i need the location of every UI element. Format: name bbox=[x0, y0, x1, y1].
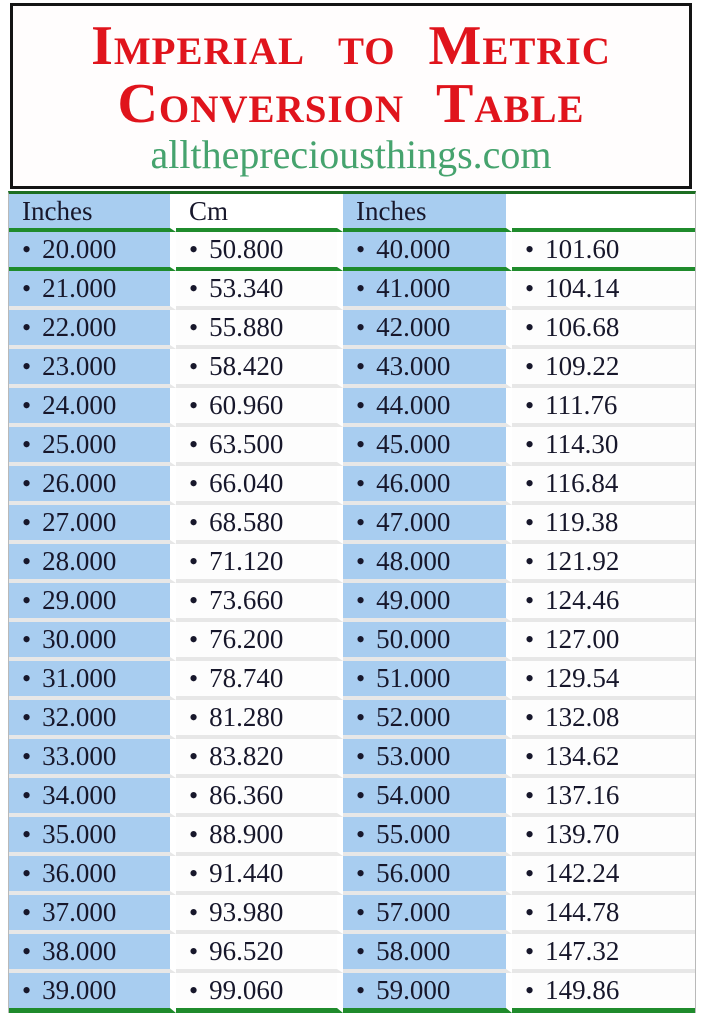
table-cell bbox=[9, 232, 176, 271]
table-cell bbox=[9, 856, 176, 895]
cell-value: 25.000 bbox=[42, 429, 117, 459]
bullet-icon: • bbox=[525, 742, 535, 771]
bullet-icon: • bbox=[356, 898, 366, 927]
table-cell bbox=[343, 739, 512, 778]
cell-value: 45.000 bbox=[376, 429, 451, 459]
column-header-row bbox=[9, 194, 695, 232]
table-cell bbox=[512, 973, 695, 1013]
bullet-icon: • bbox=[22, 703, 32, 732]
cell-value: 88.900 bbox=[209, 819, 284, 849]
table-cell bbox=[9, 739, 176, 778]
bullet-icon: • bbox=[189, 430, 199, 459]
bullet-icon: • bbox=[189, 508, 199, 537]
bullet-icon: • bbox=[189, 703, 199, 732]
table-cell bbox=[176, 739, 343, 778]
table-row bbox=[9, 934, 695, 973]
header-box bbox=[10, 3, 692, 189]
cell-value: 20.000 bbox=[42, 234, 117, 264]
table-cell bbox=[343, 934, 512, 973]
bullet-icon: • bbox=[356, 937, 366, 966]
bullet-icon: • bbox=[189, 781, 199, 810]
table-cell bbox=[176, 310, 343, 349]
cell-value: 63.500 bbox=[209, 429, 284, 459]
cell-value: 58.000 bbox=[376, 936, 451, 966]
table-cell bbox=[9, 505, 176, 544]
cell-value: 38.000 bbox=[42, 936, 117, 966]
table-cell bbox=[176, 856, 343, 895]
page-title-line2: Conversion Table bbox=[117, 73, 585, 135]
table-cell bbox=[176, 349, 343, 388]
bullet-icon: • bbox=[525, 352, 535, 381]
bullet-icon: • bbox=[356, 976, 366, 1005]
bullet-icon: • bbox=[22, 781, 32, 810]
table-cell bbox=[343, 271, 512, 310]
cell-value: 134.62 bbox=[545, 741, 620, 771]
table-cell bbox=[9, 622, 176, 661]
bullet-icon: • bbox=[356, 781, 366, 810]
cell-value: 54.000 bbox=[376, 780, 451, 810]
bullet-icon: • bbox=[189, 898, 199, 927]
table-cell bbox=[512, 817, 695, 856]
bullet-icon: • bbox=[356, 664, 366, 693]
website-text: allthepreciousthings.com bbox=[150, 132, 552, 178]
cell-value: 56.000 bbox=[376, 858, 451, 888]
table-cell bbox=[512, 466, 695, 505]
table-cell bbox=[176, 895, 343, 934]
table-cell bbox=[9, 310, 176, 349]
bullet-icon: • bbox=[356, 235, 366, 264]
table-row bbox=[9, 427, 695, 466]
table-cell bbox=[343, 817, 512, 856]
bullet-icon: • bbox=[189, 937, 199, 966]
bullet-icon: • bbox=[356, 703, 366, 732]
table-cell bbox=[512, 661, 695, 700]
bullet-icon: • bbox=[356, 547, 366, 576]
bullet-icon: • bbox=[525, 508, 535, 537]
cell-value: 21.000 bbox=[42, 273, 117, 303]
table-row bbox=[9, 739, 695, 778]
table-cell bbox=[343, 427, 512, 466]
table-cell bbox=[9, 817, 176, 856]
cell-value: 37.000 bbox=[42, 897, 117, 927]
cell-value: 124.46 bbox=[545, 585, 620, 615]
cell-value: 42.000 bbox=[376, 312, 451, 342]
cell-value: 93.980 bbox=[209, 897, 284, 927]
cell-value: 31.000 bbox=[42, 663, 117, 693]
bullet-icon: • bbox=[356, 274, 366, 303]
bullet-icon: • bbox=[525, 391, 535, 420]
bullet-icon: • bbox=[525, 703, 535, 732]
cell-value: 24.000 bbox=[42, 390, 117, 420]
cell-value: 50.800 bbox=[209, 234, 284, 264]
bullet-icon: • bbox=[525, 937, 535, 966]
bullet-icon: • bbox=[189, 274, 199, 303]
table-cell bbox=[512, 778, 695, 817]
cell-value: 26.000 bbox=[42, 468, 117, 498]
table-cell bbox=[343, 232, 512, 271]
bullet-icon: • bbox=[22, 508, 32, 537]
bullet-icon: • bbox=[525, 313, 535, 342]
cell-value: 40.000 bbox=[376, 234, 451, 264]
bullet-icon: • bbox=[22, 547, 32, 576]
table-cell bbox=[512, 700, 695, 739]
bullet-icon: • bbox=[189, 547, 199, 576]
bullet-icon: • bbox=[189, 859, 199, 888]
bullet-icon: • bbox=[22, 274, 32, 303]
table-row bbox=[9, 856, 695, 895]
cell-value: 48.000 bbox=[376, 546, 451, 576]
bullet-icon: • bbox=[356, 508, 366, 537]
bullet-icon: • bbox=[525, 859, 535, 888]
table-cell bbox=[9, 583, 176, 622]
bullet-icon: • bbox=[189, 586, 199, 615]
cell-value: 121.92 bbox=[545, 546, 620, 576]
cell-value: 101.60 bbox=[545, 234, 620, 264]
table-row bbox=[9, 700, 695, 739]
bullet-icon: • bbox=[22, 820, 32, 849]
bullet-icon: • bbox=[22, 313, 32, 342]
cell-value: 50.000 bbox=[376, 624, 451, 654]
table-cell bbox=[512, 271, 695, 310]
table-row bbox=[9, 232, 695, 271]
table-cell bbox=[9, 544, 176, 583]
table-cell bbox=[512, 856, 695, 895]
table-cell bbox=[9, 934, 176, 973]
table-cell bbox=[512, 544, 695, 583]
cell-value: 71.120 bbox=[209, 546, 284, 576]
table-cell bbox=[343, 622, 512, 661]
cell-value: 55.880 bbox=[209, 312, 284, 342]
cell-value: 23.000 bbox=[42, 351, 117, 381]
cell-value: 83.820 bbox=[209, 741, 284, 771]
bullet-icon: • bbox=[525, 820, 535, 849]
table-cell bbox=[9, 271, 176, 310]
cell-value: 28.000 bbox=[42, 546, 117, 576]
table-cell bbox=[512, 895, 695, 934]
cell-value: 44.000 bbox=[376, 390, 451, 420]
bullet-icon: • bbox=[525, 274, 535, 303]
table-cell bbox=[512, 388, 695, 427]
cell-value: 119.38 bbox=[545, 507, 619, 537]
cell-value: 60.960 bbox=[209, 390, 284, 420]
table-cell bbox=[343, 466, 512, 505]
cell-value: 129.54 bbox=[545, 663, 620, 693]
bullet-icon: • bbox=[525, 625, 535, 654]
table-row bbox=[9, 583, 695, 622]
bullet-icon: • bbox=[525, 469, 535, 498]
table-row bbox=[9, 505, 695, 544]
cell-value: 116.84 bbox=[545, 468, 619, 498]
bullet-icon: • bbox=[525, 430, 535, 459]
bullet-icon: • bbox=[356, 859, 366, 888]
table-cell bbox=[512, 349, 695, 388]
cell-value: 33.000 bbox=[42, 741, 117, 771]
bullet-icon: • bbox=[22, 937, 32, 966]
bullet-icon: • bbox=[356, 430, 366, 459]
cell-value: 49.000 bbox=[376, 585, 451, 615]
cell-value: 104.14 bbox=[545, 273, 620, 303]
table-row bbox=[9, 388, 695, 427]
cell-value: 57.000 bbox=[376, 897, 451, 927]
cell-value: 106.68 bbox=[545, 312, 620, 342]
table-cell bbox=[343, 973, 512, 1013]
conversion-table bbox=[8, 191, 696, 1013]
table-cell bbox=[176, 505, 343, 544]
table-row bbox=[9, 661, 695, 700]
bullet-icon: • bbox=[22, 352, 32, 381]
table-cell bbox=[343, 310, 512, 349]
cell-value: 86.360 bbox=[209, 780, 284, 810]
bullet-icon: • bbox=[356, 742, 366, 771]
table-cell bbox=[9, 661, 176, 700]
table-row bbox=[9, 349, 695, 388]
cell-value: 29.000 bbox=[42, 585, 117, 615]
cell-value: 142.24 bbox=[545, 858, 620, 888]
table-cell bbox=[176, 544, 343, 583]
bullet-icon: • bbox=[356, 820, 366, 849]
table-cell bbox=[9, 388, 176, 427]
bullet-icon: • bbox=[22, 742, 32, 771]
table-cell bbox=[512, 739, 695, 778]
table-cell bbox=[176, 271, 343, 310]
table-cell bbox=[512, 934, 695, 973]
bullet-icon: • bbox=[22, 625, 32, 654]
cell-value: 51.000 bbox=[376, 663, 451, 693]
table-cell bbox=[9, 778, 176, 817]
table-cell bbox=[176, 583, 343, 622]
table-cell bbox=[176, 388, 343, 427]
table-cell bbox=[343, 856, 512, 895]
bullet-icon: • bbox=[356, 352, 366, 381]
column-header-inches-right: Inches bbox=[343, 194, 512, 232]
cell-value: 68.580 bbox=[209, 507, 284, 537]
bullet-icon: • bbox=[525, 781, 535, 810]
table-row bbox=[9, 778, 695, 817]
cell-value: 39.000 bbox=[42, 975, 117, 1005]
bullet-icon: • bbox=[22, 391, 32, 420]
table-row bbox=[9, 271, 695, 310]
bullet-icon: • bbox=[189, 625, 199, 654]
cell-value: 46.000 bbox=[376, 468, 451, 498]
cell-value: 96.520 bbox=[209, 936, 284, 966]
bullet-icon: • bbox=[22, 859, 32, 888]
table-cell bbox=[512, 427, 695, 466]
table-cell bbox=[9, 349, 176, 388]
bullet-icon: • bbox=[525, 547, 535, 576]
table-cell bbox=[176, 934, 343, 973]
bullet-icon: • bbox=[525, 586, 535, 615]
table-cell bbox=[176, 778, 343, 817]
cell-value: 66.040 bbox=[209, 468, 284, 498]
column-header-cm-right bbox=[512, 194, 695, 232]
table-cell bbox=[9, 895, 176, 934]
cell-value: 111.76 bbox=[545, 390, 618, 420]
cell-value: 55.000 bbox=[376, 819, 451, 849]
cell-value: 52.000 bbox=[376, 702, 451, 732]
cell-value: 30.000 bbox=[42, 624, 117, 654]
cell-value: 99.060 bbox=[209, 975, 284, 1005]
cell-value: 53.000 bbox=[376, 741, 451, 771]
table-cell bbox=[343, 388, 512, 427]
table-row bbox=[9, 895, 695, 934]
bullet-icon: • bbox=[189, 235, 199, 264]
bullet-icon: • bbox=[22, 898, 32, 927]
cell-value: 73.660 bbox=[209, 585, 284, 615]
table-row bbox=[9, 622, 695, 661]
table-cell bbox=[343, 700, 512, 739]
cell-value: 109.22 bbox=[545, 351, 620, 381]
table-row bbox=[9, 973, 695, 1013]
column-header-inches-left: Inches bbox=[9, 194, 176, 232]
table-cell bbox=[343, 583, 512, 622]
bullet-icon: • bbox=[356, 391, 366, 420]
cell-value: 36.000 bbox=[42, 858, 117, 888]
bullet-icon: • bbox=[356, 469, 366, 498]
table-cell bbox=[176, 973, 343, 1013]
cell-value: 32.000 bbox=[42, 702, 117, 732]
table-cell bbox=[176, 622, 343, 661]
table-cell bbox=[343, 661, 512, 700]
cell-value: 76.200 bbox=[209, 624, 284, 654]
cell-value: 147.32 bbox=[545, 936, 620, 966]
bullet-icon: • bbox=[189, 820, 199, 849]
bullet-icon: • bbox=[22, 235, 32, 264]
table-cell bbox=[343, 349, 512, 388]
cell-value: 139.70 bbox=[545, 819, 620, 849]
table-row bbox=[9, 544, 695, 583]
cell-value: 81.280 bbox=[209, 702, 284, 732]
cell-value: 27.000 bbox=[42, 507, 117, 537]
cell-value: 132.08 bbox=[545, 702, 620, 732]
cell-value: 91.440 bbox=[209, 858, 284, 888]
table-cell bbox=[343, 544, 512, 583]
table-cell bbox=[176, 427, 343, 466]
cell-value: 35.000 bbox=[42, 819, 117, 849]
table-cell bbox=[512, 232, 695, 271]
bullet-icon: • bbox=[525, 664, 535, 693]
cell-value: 78.740 bbox=[209, 663, 284, 693]
cell-value: 34.000 bbox=[42, 780, 117, 810]
table-cell bbox=[512, 505, 695, 544]
bullet-icon: • bbox=[189, 469, 199, 498]
bullet-icon: • bbox=[189, 976, 199, 1005]
bullet-icon: • bbox=[525, 898, 535, 927]
cell-value: 144.78 bbox=[545, 897, 620, 927]
cell-value: 43.000 bbox=[376, 351, 451, 381]
bullet-icon: • bbox=[22, 976, 32, 1005]
table-cell bbox=[343, 505, 512, 544]
page-title-line1: Imperial to Metric bbox=[91, 14, 611, 77]
table-cell bbox=[176, 817, 343, 856]
bullet-icon: • bbox=[22, 430, 32, 459]
table-cell bbox=[176, 232, 343, 271]
table-row bbox=[9, 466, 695, 505]
cell-value: 53.340 bbox=[209, 273, 284, 303]
table-row bbox=[9, 817, 695, 856]
bullet-icon: • bbox=[356, 313, 366, 342]
table-cell bbox=[9, 700, 176, 739]
bullet-icon: • bbox=[356, 625, 366, 654]
bullet-icon: • bbox=[189, 313, 199, 342]
table-cell bbox=[512, 310, 695, 349]
bullet-icon: • bbox=[356, 586, 366, 615]
bullet-icon: • bbox=[22, 469, 32, 498]
conversion-table-body bbox=[9, 232, 695, 1013]
table-cell bbox=[176, 700, 343, 739]
table-cell bbox=[343, 895, 512, 934]
cell-value: 127.00 bbox=[545, 624, 620, 654]
cell-value: 114.30 bbox=[545, 429, 619, 459]
bullet-icon: • bbox=[22, 586, 32, 615]
table-cell bbox=[176, 661, 343, 700]
cell-value: 59.000 bbox=[376, 975, 451, 1005]
bullet-icon: • bbox=[189, 664, 199, 693]
column-header-cm-left: Cm bbox=[176, 194, 343, 232]
cell-value: 149.86 bbox=[545, 975, 620, 1005]
bullet-icon: • bbox=[189, 352, 199, 381]
bullet-icon: • bbox=[22, 664, 32, 693]
table-cell bbox=[176, 466, 343, 505]
bullet-icon: • bbox=[525, 976, 535, 1005]
bullet-icon: • bbox=[189, 391, 199, 420]
table-cell bbox=[9, 427, 176, 466]
cell-value: 41.000 bbox=[376, 273, 451, 303]
bullet-icon: • bbox=[189, 742, 199, 771]
table-cell bbox=[343, 778, 512, 817]
cell-value: 137.16 bbox=[545, 780, 620, 810]
cell-value: 47.000 bbox=[376, 507, 451, 537]
cell-value: 22.000 bbox=[42, 312, 117, 342]
cell-value: 58.420 bbox=[209, 351, 284, 381]
table-cell bbox=[512, 622, 695, 661]
bullet-icon: • bbox=[525, 235, 535, 264]
table-cell bbox=[9, 973, 176, 1013]
table-row bbox=[9, 310, 695, 349]
table-cell bbox=[512, 583, 695, 622]
table-cell bbox=[9, 466, 176, 505]
